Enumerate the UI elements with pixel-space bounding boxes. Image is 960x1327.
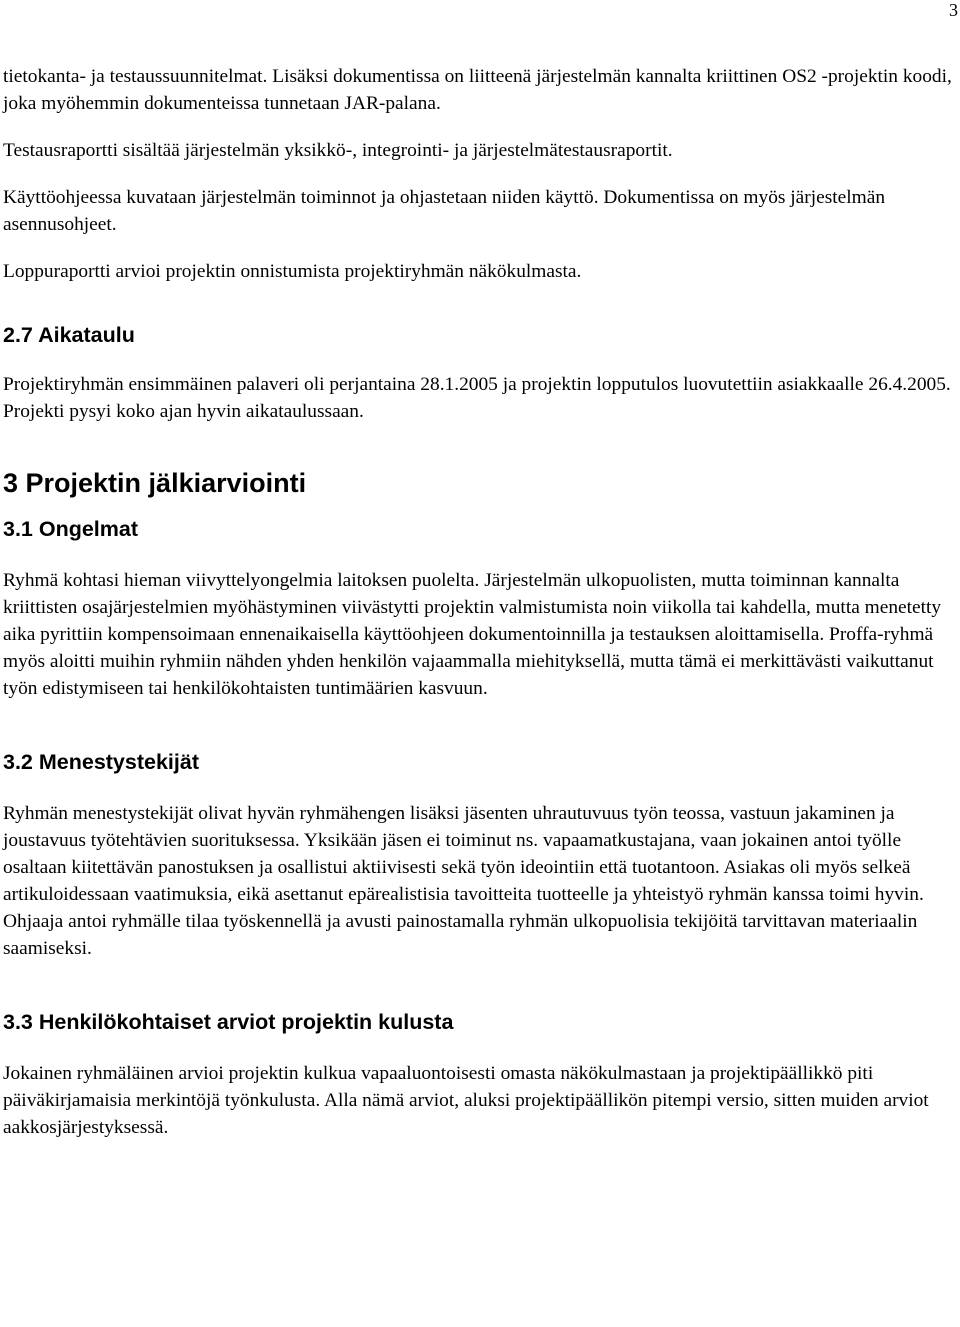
page-number: 3 xyxy=(949,0,958,20)
paragraph-intro-continued: tietokanta- ja testaussuunnitelmat. Lisäksi dokumentissa on liitteenä järjestelmän kannalta kriittinen OS2 -projektin koodi, joka myöhemmin dokumenteissa tunnetaan JAR-palana. xyxy=(3,66,952,114)
heading-3-3-henkilokohtaiset-arviot: 3.3 Henkilökohtaiset arviot projektin kulusta xyxy=(3,1010,454,1034)
paragraph-loppuraportti: Loppuraportti arvioi projektin onnistumista projektiryhmän näkökulmasta. xyxy=(3,261,582,282)
paragraph-testausraportti: Testausraportti sisältää järjestelmän yksikkö-, integrointi- ja järjestelmätestausraportit. xyxy=(3,140,673,161)
paragraph-henkilokohtaiset-arviot: Jokainen ryhmäläinen arvioi projektin kulkua vapaaluontoisesti omasta näkökulmastaan ja projektipäällikkö piti päiväkirjamaisia merkintöjä työnkulusta. Alla nämä arviot, aluksi projektipäällikön pitempi versio, sitten muiden arviot aakkosjärjestyksessä. xyxy=(3,1063,929,1138)
heading-3-jalkiarviointi: 3 Projektin jälkiarviointi xyxy=(3,468,307,498)
paragraph-menestystekijat: Ryhmän menestystekijät olivat hyvän ryhmähengen lisäksi jäsenten uhrautuvuus työn teossa, vastuun jakaminen ja joustavuus työtehtävien suorituksessa. Yksikään jäsen ei toiminut ns. vapaamatkustajana, vaan jokainen antoi työlle osaltaan kiitettävän panostuksen ja osallistui aktiivisesti sekä työn ideointiin että tuotantoon. Asiakas oli myös selkeä artikuloidessaan vaatimuksia, eikä asettanut epärealistisia tavoitteita tuotteelle ja yhteistyö ryhmän kanssa toimi hyvin. Ohjaaja antoi ryhmälle tilaa työskennellä ja avusti painostamalla ryhmän ulkopuolisia tekijöitä tarvittavan materiaalin saamiseksi. xyxy=(3,803,924,959)
heading-3-1-ongelmat: 3.1 Ongelmat xyxy=(3,517,139,541)
paragraph-kayttoohje: Käyttöohjeessa kuvataan järjestelmän toiminnot ja ohjastetaan niiden käyttö. Dokumentissa on myös järjestelmän asennusohjeet. xyxy=(3,187,886,235)
paragraph-ongelmat: Ryhmä kohtasi hieman viivyttelyongelmia laitoksen puolelta. Järjestelmän ulkopuolisten, mutta toiminnan kannalta kriittisten osajärjestelmien myöhästyminen viivästytti projektin valmistumista noin viikolla tai kahdella, mutta menetetty aika pyrittiin kompensoimaan ennenaikaisella käyttöohjeen dokumentoinnilla ja testauksen aloittamisella. Proffa-ryhmä myös aloitti muihin ryhmiin nähden yhden henkilön vajaammalla miehityksellä, mutta tämä ei merkittävästi vaikuttanut työn edistymiseen tai henkilökohtaisten tuntimäärien kasvuun. xyxy=(3,570,942,699)
paragraph-aikataulu: Projektiryhmän ensimmäinen palaveri oli perjantaina 28.1.2005 ja projektin lopputulos luovutettiin asiakkaalle 26.4.2005. Projekti pysyi koko ajan hyvin aikataulussaan. xyxy=(3,374,951,422)
document-body xyxy=(3,63,958,1141)
heading-3-2-menestystekijat: 3.2 Menestystekijät xyxy=(3,750,199,774)
heading-2-7-aikataulu: 2.7 Aikataulu xyxy=(3,323,135,347)
